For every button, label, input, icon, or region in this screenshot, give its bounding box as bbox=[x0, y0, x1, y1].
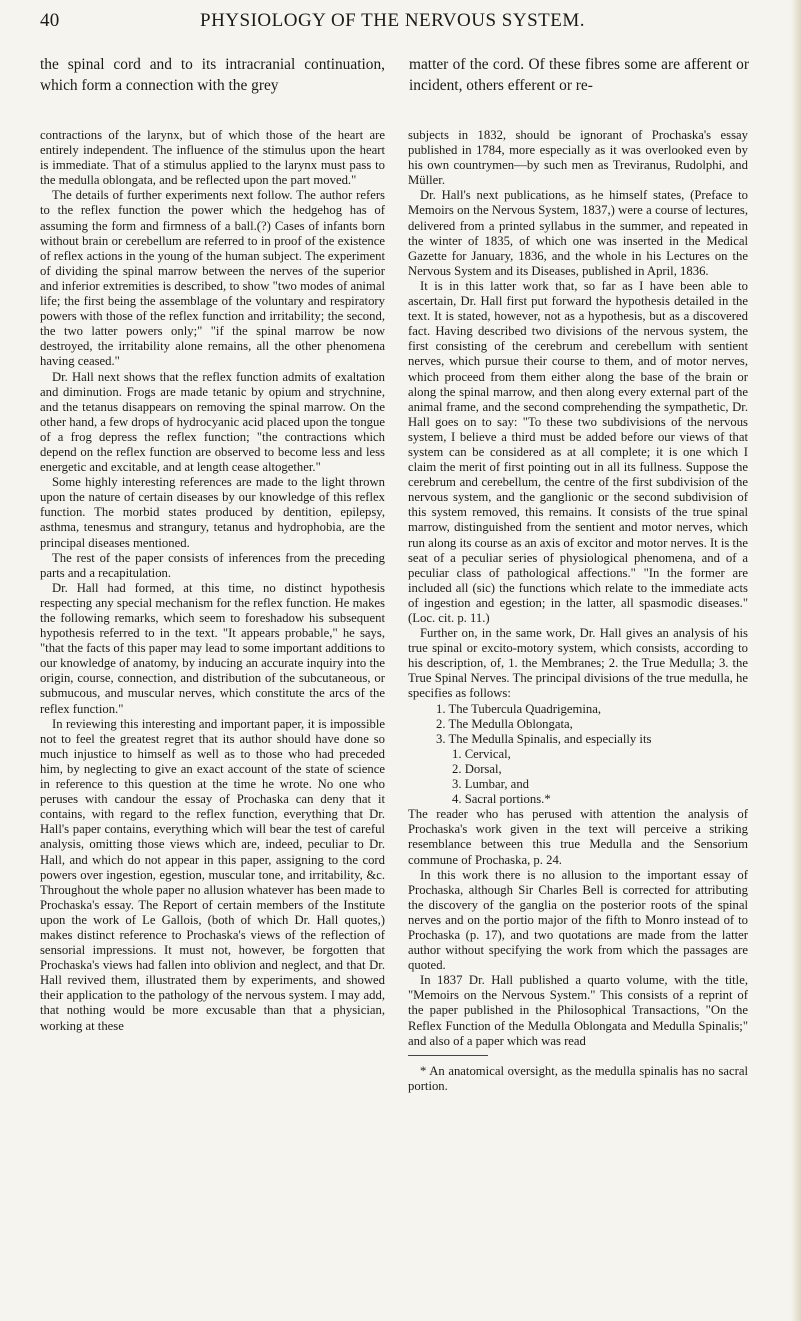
page-edge-shadow bbox=[791, 0, 801, 1321]
paragraph: subjects in 1832, should be ignorant of Prochaska's essay published in 1784, more especially as it was overlooked even by his own countrymen—by such men as Treviranus, Rudolphi, and Müller. bbox=[408, 128, 748, 188]
page-header bbox=[40, 6, 740, 34]
paragraph: It is in this latter work that, so far as I have been able to ascertain, Dr. Hall first put forward the hypothesis detailed in the text. It is stated, however, not as a hypothesis, but as a discovered fact. Having described two divisions of the nervous system, the first consisting of the cerebrum and cerebellum with sentient nerves, which pursue their course to them, and of motor nerves, which proceed from them either along the base of the brain or along the spinal marrow, and then along every external part of the animal frame, and the second comprehending the sympathetic, Dr. Hall goes on to say: "To these two subdivisions of the nervous system, I believe a third must be added before our views of that system can be considered as at all complete; it is one which I claim the merit of first pointing out in all its fullness. Suppose the cerebrum and cerebellum, the centre of the first subdivision of the nervous system, and the ganglionic or the second subdivision of this system removed, this remains. It consists of the true spinal marrow, distinguished from the sentient and motor nerves, which run along its course as an axis of excitor and motor nerves. It is the seat of a peculiar series of physiological phenomena, and of a peculiar class of pathological affections." "In the former are included all (sic) the functions which relate to the immediate acts of ingestion and egestion; in the latter, all spasmodic diseases." (Loc. cit. p. 11.) bbox=[408, 278, 749, 625]
sub-list-item: 4. Sacral portions.* bbox=[452, 792, 551, 807]
page-number: 40 bbox=[40, 10, 60, 31]
paragraph: The rest of the paper consists of inferences from the preceding parts and a recapitulation. bbox=[40, 550, 385, 580]
sub-list-item: 2. Dorsal, bbox=[452, 761, 502, 776]
paragraph: Dr. Hall had formed, at this time, no distinct hypothesis respecting any special mechanism for the reflex function. He makes the following remarks, which seem to foreshadow his subsequent hypothesis referred to in the text. "It appears probable," he says, "that the facts of this paper may lead to some important additions to our knowledge of anatomy, by inducing an accurate inquiry into the origin, course, connection, and distribution of the subcutaneous, or submucous, and muscular nerves, which constitute the arcs of the reflex function." bbox=[40, 580, 385, 716]
running-head: PHYSIOLOGY OF THE NERVOUS SYSTEM. bbox=[200, 10, 585, 31]
paragraph: Dr. Hall's next publications, as he himself states, (Preface to Memoirs on the Nervous System, 1837,) were a course of lectures, delivered from a printed syllabus in the summer, and repeated in the winter of 1835, of which one was inserted in the Medical Gazette for January, 1836, and the whole in his Lectures on the Nervous System and its Diseases, published in April, 1836. bbox=[408, 188, 748, 278]
right-column bbox=[408, 128, 748, 1094]
lead-text-right: matter of the cord. Of these fibres some are afferent or incident, others efferent or re- bbox=[409, 56, 749, 94]
paragraph: The reader who has perused with attention the analysis of Prochaska's work given in the text will perceive a striking resemblance between this true Medulla and the Sensorium commune of Prochaska, p. 24. bbox=[408, 807, 748, 867]
paragraph: Some highly interesting references are made to the light thrown upon the nature of certain diseases by our knowledge of this reflex function. The morbid states produced by dentition, epilepsy, asthma, tenesmus and strangury, tetanus and hydrophobia, are the principal diseases mentioned. bbox=[40, 475, 385, 550]
paragraph: Further on, in the same work, Dr. Hall gives an analysis of his true spinal or excito-motory system, which consists, according to his description, of, 1. the Membranes; 2. the True Medulla; 3. the True Spinal Nerves. The principal divisions of the true medulla, he specifies as follows: bbox=[408, 626, 748, 701]
paragraph: In this work there is no allusion to the important essay of Prochaska, although Sir Charles Bell is corrected for attributing the discovery of the ganglia on the posterior roots of the spinal nerves and on the portio major of the fifth to Monro instead of to Prochaska (p. 17), and two quotations are made from the latter author without specifying the work from which the passages are quoted. bbox=[408, 867, 748, 973]
footnote-divider bbox=[408, 1055, 488, 1056]
list-item: 1. The Tubercula Quadrigemina, bbox=[436, 701, 602, 716]
sub-list-item: 1. Cervical, bbox=[452, 746, 511, 761]
list-item: 3. The Medulla Spinalis, and especially its bbox=[436, 731, 652, 746]
paragraph: Dr. Hall next shows that the reflex function admits of exaltation and diminution. Frogs are made tetanic by opium and strychnine, and the tetanus disappears on removing the spinal marrow. On the other hand, a few drops of hydrocyanic acid placed upon the tongue of a frog depress the reflex function; "the contractions which depend on the reflex function are observed to become less and less energetic and excitable, and at length cease altogether." bbox=[40, 369, 385, 475]
paragraph: The details of further experiments next follow. The author refers to the reflex function the power which the hedgehog has of assuming the form and firmness of a ball.(?) Cases of infants born without brain or cerebellum are referred to in proof of the existence of reflex actions in the young of the human subject. The experiment of dividing the spinal marrow between the nerves of the superior and inferior extremities is described, to show "two modes of animal life; the first being the assemblage of the voluntary and respiratory powers with those of the reflex function and irritability; the second, the two latter powers only;" "if the spinal marrow be now destroyed, the irritability alone remains, all the other phenomena having ceased." bbox=[40, 188, 385, 369]
list-item: 2. The Medulla Oblongata, bbox=[436, 716, 573, 731]
footnote: * An anatomical oversight, as the medulla spinalis has no sacral portion. bbox=[408, 1063, 748, 1093]
sub-list-item: 3. Lumbar, and bbox=[452, 777, 530, 792]
lead-text-left: the spinal cord and to its intracranial continuation, which form a connection with the grey bbox=[40, 56, 385, 94]
left-column bbox=[40, 128, 385, 1034]
paragraph: In reviewing this interesting and important paper, it is impossible not to feel the greatest regret that its author should have done so much injustice to himself as well as to those who had preceded him, by neglecting to give an exact account of the state of science in reference to this question at the time he wrote. No one who peruses with candour the essay of Prochaska can deny that it contains, with regard to the reflex function, everything that Dr. Hall's paper contains, everything which will bear the test of careful analysis, omitting those views which are, indeed, peculiar to Dr. Hall, and which do not appear in this paper, assigning to the cord powers over ingestion, egestion, muscular tone, and irritability, &c. Throughout the whole paper no allusion whatever has been made to Prochaska's essay. The Report of certain members of the Institute upon the work of Le Gallois, (both of which Dr. Hall quotes,) makes distinct reference to Prochaska's views of the reflection of sensorial impressions. It must not, however, be forgotten that Prochaska's views had fallen into oblivion and neglect, and that Dr. Hall revived them, illustrated them by experiments, and showed their application to the pathology of the nervous system. I may add, that nothing would be more excusable than that a physician, working at these bbox=[40, 716, 385, 1033]
paragraph: contractions of the larynx, but of which those of the heart are entirely independent. The influence of the stimulus upon the heart is immediate. That of a stimulus applied to the larynx must pass to the medulla oblongata, and be reflected upon the part moved." bbox=[40, 128, 385, 188]
paragraph: In 1837 Dr. Hall published a quarto volume, with the title, "Memoirs on the Nervous System." This consists of a reprint of the paper published in the Philosophical Transactions, "On the Reflex Function of the Medulla Oblongata and Medulla Spinalis;" and also of a paper which was read bbox=[408, 973, 748, 1048]
